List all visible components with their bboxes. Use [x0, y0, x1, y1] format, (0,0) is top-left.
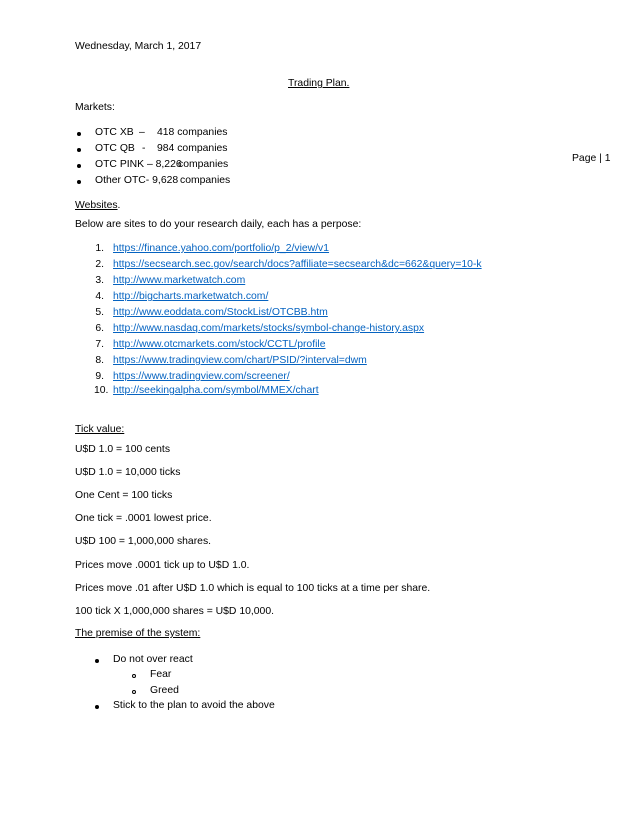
tick-line: U$D 100 = 1,000,000 shares.: [75, 536, 212, 547]
website-link[interactable]: http://www.marketwatch.com: [113, 275, 246, 286]
markets-heading: Markets:: [75, 102, 115, 113]
websites-heading-period: .: [117, 200, 121, 211]
market-count: 984 companies: [157, 143, 228, 154]
premise-item: Stick to the plan to avoid the above: [113, 700, 275, 711]
website-link[interactable]: https://www.tradingview.com/screener/: [113, 371, 290, 382]
market-separator: -: [142, 143, 146, 154]
website-link[interactable]: https://secsearch.sec.gov/search/docs?affiliate=secsearch&dc=662&query=10-k: [113, 259, 482, 270]
website-link[interactable]: http://bigcharts.marketwatch.com/: [113, 291, 269, 302]
website-link[interactable]: http://www.nasdaq.com/markets/stocks/symbol-change-history.aspx: [113, 323, 425, 334]
website-link[interactable]: http://www.otcmarkets.com/stock/CCTL/profile: [113, 339, 326, 350]
website-link[interactable]: https://www.tradingview.com/chart/PSID/?interval=dwm: [113, 355, 367, 366]
header-date: Wednesday, March 1, 2017: [75, 41, 202, 52]
market-name: OTC QB: [95, 143, 135, 154]
list-number: 2.: [95, 259, 104, 270]
market-name: OTC PINK – 8,226: [95, 159, 182, 170]
tick-line: One tick = .0001 lowest price.: [75, 513, 212, 524]
market-count: 418 companies: [157, 127, 228, 138]
list-number: 9.: [95, 371, 104, 382]
bullet-icon: [95, 659, 99, 663]
tick-line: One Cent = 100 ticks: [75, 490, 173, 501]
bullet-icon: [95, 705, 99, 709]
list-number: 1.: [95, 243, 104, 254]
market-count: companies: [180, 175, 231, 186]
list-number: 5.: [95, 307, 104, 318]
tick-line: U$D 1.0 = 10,000 ticks: [75, 467, 181, 478]
page-number: Page | 1: [572, 153, 611, 164]
market-name: Other OTC- 9,628: [95, 175, 179, 186]
website-link[interactable]: http://seekingalpha.com/symbol/MMEX/chart: [113, 385, 319, 396]
list-number: 6.: [95, 323, 104, 334]
circle-bullet-icon: [132, 674, 136, 678]
tick-line: U$D 1.0 = 100 cents: [75, 444, 171, 455]
list-number: 4.: [95, 291, 104, 302]
list-number: 8.: [95, 355, 104, 366]
websites-heading: [75, 199, 120, 212]
tick-line: Prices move .01 after U$D 1.0 which is equal to 100 ticks at a time per share.: [75, 583, 431, 594]
list-number: 10.: [94, 385, 109, 396]
document-title: Trading Plan.: [288, 78, 350, 89]
premise-heading: The premise of the system:: [75, 628, 201, 639]
bullet-icon: [77, 132, 81, 136]
website-link[interactable]: https://finance.yahoo.com/portfolio/p_2/view/v1: [113, 243, 330, 254]
tick-line: Prices move .0001 tick up to U$D 1.0.: [75, 560, 250, 571]
premise-subitem: Greed: [150, 685, 179, 696]
bullet-icon: [77, 180, 81, 184]
bullet-icon: [77, 148, 81, 152]
website-link[interactable]: http://www.eoddata.com/StockList/OTCBB.htm: [113, 307, 328, 318]
bullet-icon: [77, 164, 81, 168]
premise-item: Do not over react: [113, 654, 193, 665]
market-count: companies: [178, 159, 229, 170]
tick-heading: Tick value:: [75, 424, 125, 435]
list-number: 3.: [95, 275, 104, 286]
circle-bullet-icon: [132, 690, 136, 694]
market-separator: –: [139, 127, 145, 138]
websites-heading-text: Websites: [75, 200, 118, 211]
websites-intro: Below are sites to do your research daily, each has a perpose:: [75, 219, 362, 230]
market-name: OTC XB: [95, 127, 134, 138]
list-number: 7.: [95, 339, 104, 350]
premise-subitem: Fear: [150, 669, 172, 680]
tick-line: 100 tick X 1,000,000 shares = U$D 10,000.: [75, 606, 274, 617]
